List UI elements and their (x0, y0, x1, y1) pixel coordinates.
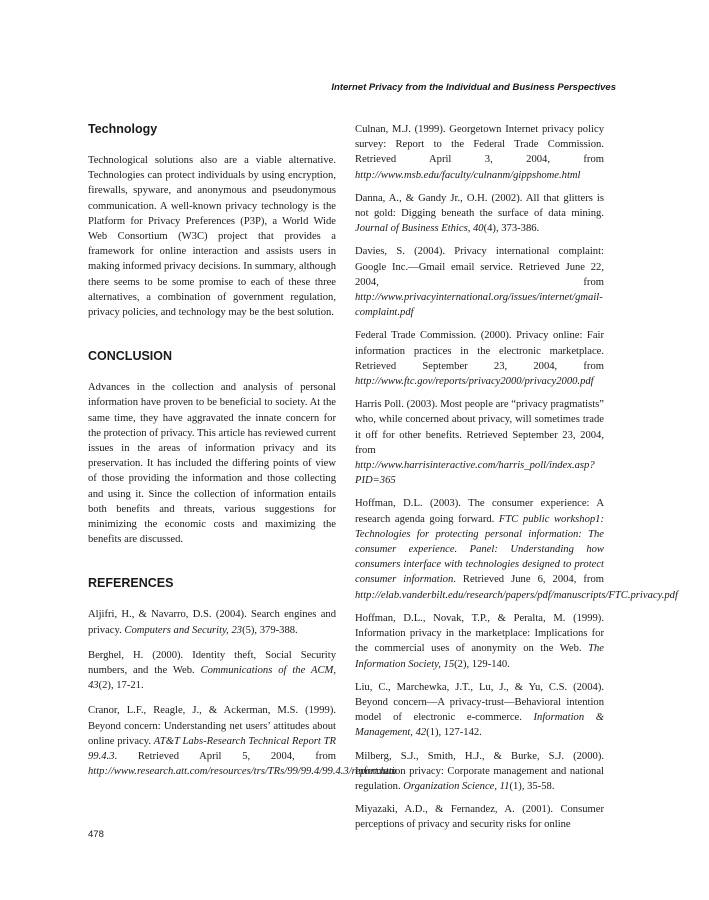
references-list-left (88, 607, 397, 779)
technology-paragraph: Technological solutions also are a viable alternative. Technologies can protect individuals by using encryption, firewalls, spyware, and anonymous and pseudonymous communication. A well-known privacy technology is the Platform for Privacy Preferences (P3P), a World Wide Web Consortium (W3C) project that provides a framework for online interaction and assists users in making informed privacy decisions. In summary, although there seems to be some promise to each of these three alternatives, a combination of government regulation, privacy policies, and technology may be the best solution. (88, 155, 336, 319)
reference-entry: Berghel, H. (2000). Identity theft, Social Security numbers, and the Web. Communications of the ACM, 43(2), 17-21. (88, 649, 336, 692)
right-column (355, 122, 678, 833)
technology-heading: Technology (88, 122, 158, 136)
reference-entry: Miyazaki, A.D., & Fernandez, A. (2001). Consumer perceptions of privacy and security risks for online (355, 804, 604, 831)
reference-entry: Cranor, L.F., Reagle, J., & Ackerman, M.S. (1999). Beyond concern: Understanding net users’ attitudes about online privacy. AT&T Labs-Research Technical Report TR 99.4.3. Retrieved April 5, 2004, from http://www.research.att.com/resources/trs/TRs/99/99.4/99.4.3/report.htm (88, 705, 397, 778)
conclusion-paragraph: Advances in the collection and analysis of personal information have proven to be beneficial to society. At the same time, they have aggravated the innate concern for the protection of privacy. This article has reviewed current issues in the areas of information privacy and its preservation. It has included the differing points of view of those providing the information and those collecting and using it. Since the collection of information entails both benefits and threats, various suggestions for minimizing the economic costs and maximizing the benefits are discussed. (88, 382, 336, 546)
left-column (88, 122, 397, 780)
reference-entry: Liu, C., Marchewka, J.T., Lu, J., & Yu, C.S. (2004). Beyond concern—A privacy-trust—Behavioral intention model of electronic e-commerce. Information & Management, 42(1), 127-142. (355, 681, 604, 739)
running-header: Internet Privacy from the Individual and Business Perspectives (331, 82, 616, 93)
page-number: 478 (88, 829, 104, 840)
reference-entry: Hoffman, D.L., Novak, T.P., & Peralta, M. (1999). Information privacy in the marketplace: Implications for the commercial uses of anonymity on the Web. The Information Society, 15(2), 129-140. (355, 612, 604, 670)
reference-entry: Milberg, S.J., Smith, H.J., & Burke, S.J. (2000). Information privacy: Corporate management and national regulation. Organization Science, 11(1), 35-58. (355, 750, 604, 792)
reference-entry: Aljifri, H., & Navarro, D.S. (2004). Search engines and privacy. Computers and Security, 23(5), 379-388. (88, 609, 336, 636)
reference-entry: Davies, S. (2004). Privacy international complaint: Google Inc.—Gmail email service. Retrieved June 22, 2004, from http://www.privacyinternational.org/issues/internet/gmail-complaint.pdf (355, 246, 604, 319)
reference-entry: Culnan, M.J. (1999). Georgetown Internet privacy policy survey: Report to the Federal Trade Commission. Retrieved April 3, 2004, from http://www.msb.edu/faculty/culnanm/gippshome.html (355, 124, 604, 181)
reference-entry: Danna, A., & Gandy Jr., O.H. (2002). All that glitters is not gold: Digging beneath the surface of data mining. Journal of Business Ethics, 40(4), 373-386. (355, 192, 604, 235)
reference-entry: Harris Poll. (2003). Most people are “privacy pragmatists” who, while concerned about privacy, will sometimes trade it off for other benefits. Retrieved September 23, 2004, from http://www.harrisinteractive.com/harris_poll/index.asp?PID=365 (355, 399, 604, 487)
conclusion-heading: CONCLUSION (88, 349, 173, 364)
reference-entry: Hoffman, D.L. (2003). The consumer experience: A research agenda going forward. FTC public workshop1: Technologies for protecting personal information: The consumer experience. Panel: Understanding how consumers interface with technologies designed to protect consumer information. Retrieved June 6, 2004, from http://elab.vanderbilt.edu/research/papers/pdf/manuscripts/FTC.privacy.pdf (355, 498, 678, 601)
reference-entry: Federal Trade Commission. (2000). Privacy online: Fair information practices in the electronic marketplace. Retrieved September 23, 2004, from http://www.ftc.gov/reports/privacy2000/privacy2000.pdf (355, 330, 604, 388)
references-heading: REFERENCES (88, 576, 174, 591)
